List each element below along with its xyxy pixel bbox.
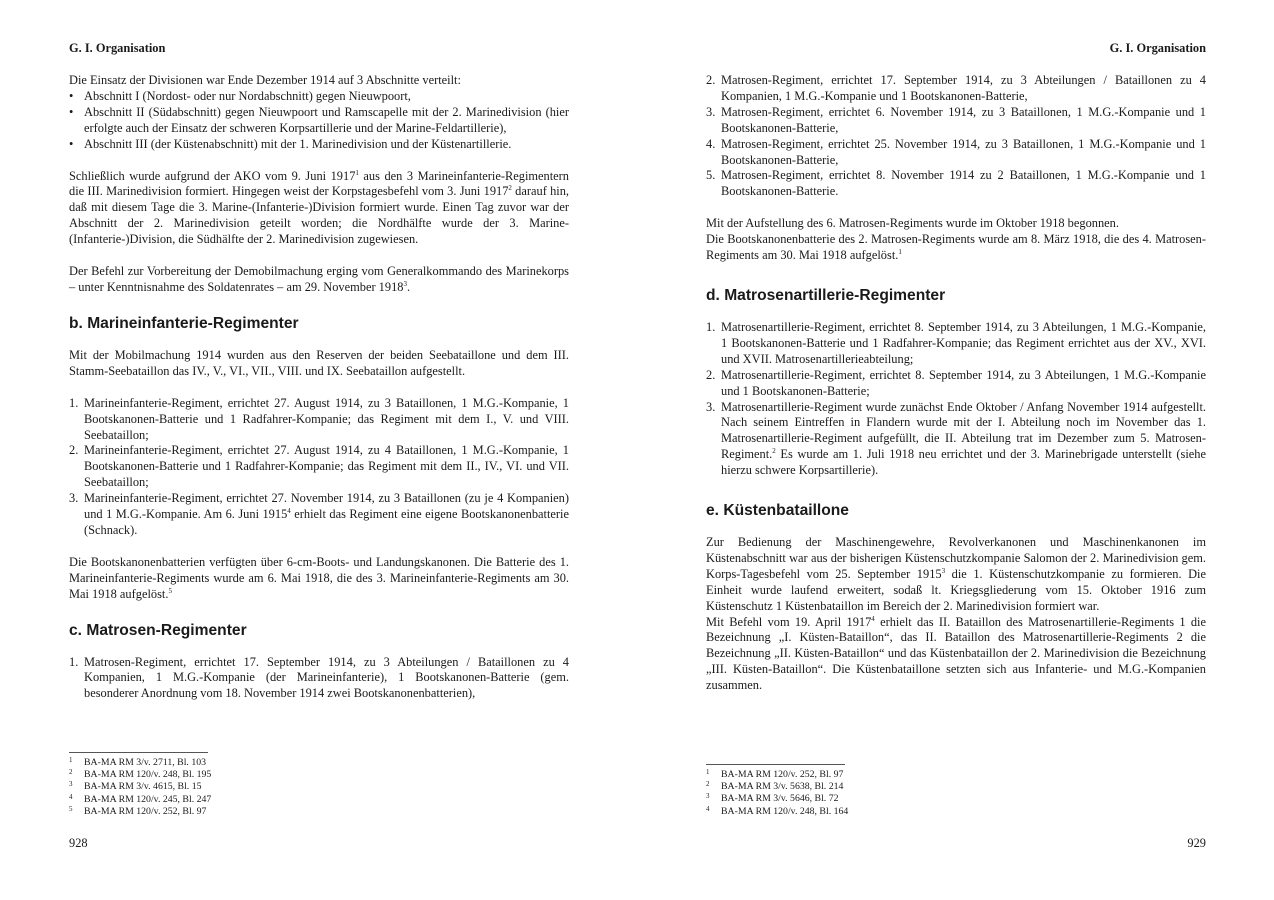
footnote-ref: 5 — [168, 586, 172, 595]
footnote-ref: 1 — [355, 168, 359, 177]
abschnitt-list — [69, 89, 569, 153]
list-item: 1. Matrosen-Regiment, errichtet 17. September 1914, zu 3 Abteilungen / Bataillonen zu 4 Kompanien, 1 M.G.-Kompanie (der Marineinfanterie), 1 Bootskanonen-Batterie (gem. besonderer Anordnung vom 18. November 1914 zwei Bootskanonenbatterien), — [69, 654, 569, 701]
footnotes-right — [706, 764, 1206, 818]
list-item: • Abschnitt II (Südabschnitt) gegen Nieuwpoort und Ramscapelle mit der 2. Marinedivision (hier erfolgte auch der Einsatz der schweren Korpsartillerie und der Marine-Feldartillerie), — [69, 105, 569, 137]
list-item: 1. Marineinfanterie-Regiment, errichtet 27. August 1914, zu 3 Bataillonen, 1 M.G.-Kompanie, 1 Bootskanonen-Batterie und 1 Radfahrer-Kompanie; das Regiment mit dem I., V. und VIII. Seebataillon; — [69, 395, 569, 442]
list-item: 3. Marineinfanterie-Regiment, errichtet 27. November 1914, zu 3 Bataillonen (zu je 4 Kompanien) und 1 M.G.-Kompanie. Am 6. Juni 1915$^4$ erhielt das Regiment eine eigene Bootskanonenbatterie (Schnack). — [69, 491, 569, 537]
list-item: 2. Matrosen-Regiment, errichtet 17. September 1914, zu 3 Abteilungen / Bataillonen zu 4 Kompanien, 1 M.G.-Kompanie und 1 Bootskanonen-Batterie, — [706, 73, 1206, 103]
list-item: • Abschnitt I (Nordost- oder nur Nordabschnitt) gegen Nieuwpoort, — [69, 89, 569, 105]
section-heading-c: c. Matrosen-Regimenter — [69, 621, 247, 639]
list-item: 2. Matrosenartillerie-Regiment, errichtet 8. September 1914, zu 3 Abteilungen, 1 M.G.-Kompanie und 1 Bootskanonen-Batterie; — [706, 367, 1206, 398]
section-b-outro: Die Bootskanonenbatterien verfügten über 6-cm-Boots- und Landungskanonen. Die Batterie des 1. Marineinfanterie-Regiments wurde am 6. Mai 1918, die des 3. Marineinfanterie-Regiments am 30. Mai 1918 aufgelöst.$^5$ — [69, 554, 569, 601]
footnote-ref: 4 — [287, 506, 291, 515]
footnote: 3 BA-MA RM 3/v. 5646, Bl. 72 — [706, 792, 839, 805]
list-item: 3. Matrosen-Regiment, errichtet 6. November 1914, zu 3 Bataillonen, 1 M.G.-Kompanie und 1 Bootskanonen-Batterie, — [706, 104, 1206, 135]
footnote-ref: 2 — [772, 447, 776, 456]
left-page-body — [69, 73, 569, 702]
footnote-rule — [706, 764, 845, 765]
list-item: 4. Matrosen-Regiment, errichtet 25. November 1914, zu 3 Bataillonen, 1 M.G.-Kompanie und 1 Bootskanonen-Batterie, — [706, 136, 1206, 167]
running-head-left: G. I. Organisation — [69, 41, 166, 55]
list-item: 3. Matrosenartillerie-Regiment wurde zunächst Ende Oktober / Anfang November 1914 aufgestellt. Nach seinem Eintreffen in Flandern wurde mit der I. Abteilung noch im November das 1. Matrosenartillerie-Regiment aufgefüllt, die II. Abteilung trat im Dezember zum 5. Matrosen-Regiment.$^2$ Es wurde am 1. Juli 1918 neu errichtet und der 3. Marinebrigade unterstellt (siehe hierzu schwere Korpsartillerie). — [706, 399, 1206, 478]
page-number-left: 928 — [69, 836, 88, 850]
right-page-body — [706, 73, 1206, 694]
matrosen-list-start — [69, 655, 569, 703]
page-number-right: 929 — [1187, 836, 1206, 850]
running-head-right: G. I. Organisation — [1109, 41, 1206, 55]
footnote-ref: 2 — [508, 184, 512, 193]
left-page — [69, 0, 569, 900]
demob-paragraph: Der Befehl zur Vorbereitung der Demobilmachung erging vom Generalkommando des Marinekorps – unter Kenntnisnahme des Soldatenrates – am 29. November 1918$^3$. — [69, 264, 569, 294]
footnote: 4 BA-MA RM 120/v. 245, Bl. 247 — [69, 792, 212, 805]
footnote-ref: 1 — [898, 247, 902, 256]
intro-paragraph: Die Einsatz der Divisionen war Ende Dezember 1914 auf 3 Abschnitte verteilt: — [69, 73, 461, 87]
footnote-rule — [69, 752, 208, 753]
section-heading-b: b. Marineinfanterie-Regimenter — [69, 314, 299, 332]
footnote: 1 BA-MA RM 120/v. 252, Bl. 97 — [706, 768, 844, 780]
section-b-intro: Mit der Mobilmachung 1914 wurden aus den Reserven der beiden Seebataillone und dem III. Stamm-Seebataillon das IV., V., VI., VII., VIII. und IX. Seebataillon aufgestellt. — [69, 347, 569, 378]
footnote: 2 BA-MA RM 3/v. 5638, Bl. 214 — [706, 780, 844, 793]
list-item: 1. Matrosenartillerie-Regiment, errichtet 8. September 1914, zu 3 Abteilungen, 1 M.G.-Kompanie, 1 Bootskanonen-Batterie und 1 Radfahrer-Kompanie; das Regiment errichtet aus der XV., XVI. und XVII. Matrosenartillerieabteilung; — [706, 319, 1206, 366]
footnote: 2 BA-MA RM 120/v. 248, Bl. 195 — [69, 768, 212, 781]
matrosen-list-continued — [706, 73, 1206, 200]
matrosen-note-2: Die Bootskanonenbatterie des 2. Matrosen-Regiments wurde am 8. März 1918, die des 4. Matrosen-Regiments am 30. Mai 1918 aufgelöst.$^1$ — [706, 232, 1206, 263]
list-item: 5. Matrosen-Regiment, errichtet 8. November 1914 zu 2 Bataillonen, 1 M.G.-Kompanie und 1 Bootskanonen-Batterie. — [706, 168, 1206, 199]
footnote: 4 BA-MA RM 120/v. 248, Bl. 164 — [706, 804, 849, 817]
section-heading-e: e. Küstenbataillone — [706, 502, 849, 520]
right-page — [706, 0, 1206, 900]
marineinfanterie-list — [69, 396, 569, 539]
section-heading-d: d. Matrosenartillerie-Regimenter — [706, 286, 946, 304]
footnote: 1 BA-MA RM 3/v. 2711, Bl. 103 — [69, 756, 207, 768]
list-item: • Abschnitt III (der Küstenabschnitt) mit der 1. Marinedivision und der Küstenartillerie. — [69, 137, 569, 153]
footnote: 3 BA-MA RM 3/v. 4615, Bl. 15 — [69, 780, 202, 793]
footnote: 5 BA-MA RM 120/v. 252, Bl. 97 — [69, 804, 207, 817]
list-item: 2. Marineinfanterie-Regiment, errichtet 27. August 1914, zu 4 Bataillonen, 1 M.G.-Kompanie, 1 Bootskanonen-Batterie und 1 Radfahrer-Kompanie; das Regiment mit dem II., IV., VI. und VII. Seebataillon; — [69, 443, 569, 490]
ako-paragraph: Schließlich wurde aufgrund der AKO vom 9. Juni 1917$^1$ aus den 3 Marineinfanterie-Regimentern die III. Marinedivision formiert. Hingegen weist der Korpstagesbefehl vom 3. Juni 1917$^2$ darauf hin, daß mit diesem Tage die 3. Marine-(Infanterie-)Division formiert wurde. Einen Tag zuvor war der Abschnitt der 2. Marinedivision geteilt worden; die Nordhälfte wurde der 3. Marine-(Infanterie-)Division, die Südhälfte der 2. Marinedivision zugewiesen. — [69, 168, 570, 247]
footnotes-left — [69, 752, 569, 818]
footnote-ref: 3 — [403, 279, 407, 288]
footnote-ref: 3 — [941, 566, 946, 575]
footnote-ref: 4 — [871, 614, 875, 623]
section-e-paragraph-2: Mit Befehl vom 19. April 1917$^4$ erhielt das II. Bataillon des Matrosenartillerie-Regiments 1 die Bezeichnung „I. Küsten-Bataillon“, das II. Bataillon des Matrosenartillerie-Regiments 2 die Bezeichnung „II. Küsten-Bataillon“ und das Küstenbataillon der 2. Marinedivision die Bezeichnung „III. Küsten-Bataillon“. Die Küstenbataillone setzten sich aus Infanterie- und M.G.-Kompanien zusammen. — [706, 614, 1206, 693]
matrosenartillerie-list — [706, 320, 1206, 479]
matrosen-note-1: Mit der Aufstellung des 6. Matrosen-Regiments wurde im Oktober 1918 begonnen. — [706, 216, 1119, 231]
section-e-paragraph: Zur Bedienung der Maschinengewehre, Revolverkanonen und Maschinenkanonen im Küstenabschnitt war aus der bisherigen Küstenschutzkompanie Salomon der 2. Marinedivision gem. Korps-Tagesbefehl vom 25. September 1915$^3$ die 1. Küstenschutzkompanie zu formieren. Die Einheit wurde laufend erweitert, sodaß lt. Kriegsgliederung vom 15. Oktober 1916 zum Küstenschutz 1 Küstenbataillon im Bereich der 2. Marinedivision formiert war. — [706, 535, 1206, 613]
